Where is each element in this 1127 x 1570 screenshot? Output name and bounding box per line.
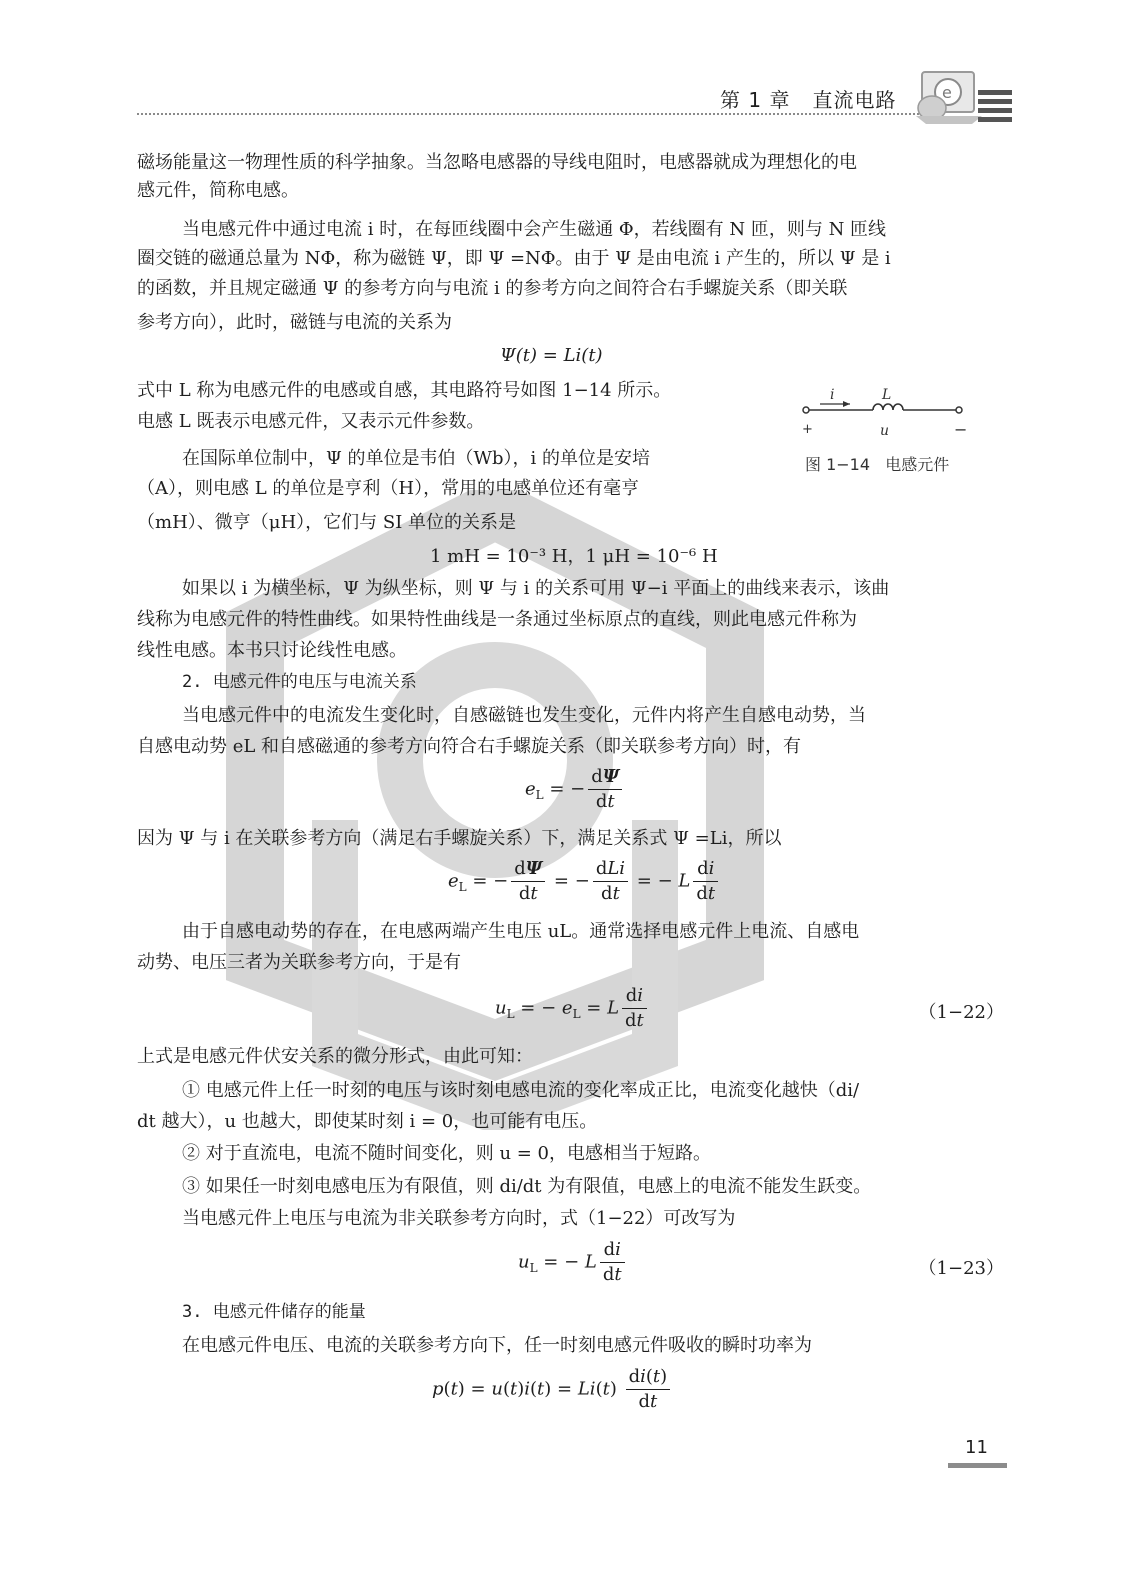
paragraph-line: （A），则电感 L 的单位是亨利（H），常用的电感单位还有毫亨	[137, 478, 640, 499]
paragraph-line: 因为 Ψ 与 i 在关联参考方向（满足右手螺旋关系）下，满足关系式 Ψ =Li，所以	[137, 828, 782, 849]
equation-psi: Ψ(t) = Li(t)	[500, 345, 603, 366]
laptop-disc-icon	[912, 66, 1012, 136]
paragraph-line: 磁场能量这一物理性质的科学抽象。当忽略电感器的导线电阻时，电感器就成为理想化的电	[137, 152, 857, 173]
svg-text:e: e	[942, 83, 952, 102]
section-heading: 3. 电感元件储存的能量	[182, 1302, 366, 1322]
paragraph-line: 感元件，简称电感。	[137, 180, 299, 201]
figure-caption: 图 1−14 电感元件	[805, 455, 950, 474]
paragraph-line: 自感电动势 eL 和自感磁通的参考方向符合右手螺旋关系（即关联参考方向）时，有	[137, 736, 802, 757]
voltage-label: u	[880, 423, 890, 439]
paragraph-line: 在国际单位制中，Ψ 的单位是韦伯（Wb），i 的单位是安培	[182, 448, 651, 469]
paragraph-line: 线称为电感元件的特性曲线。如果特性曲线是一条通过坐标原点的直线，则此电感元件称为	[137, 609, 857, 630]
list-item: ② 对于直流电，电流不随时间变化，则 u = 0，电感相当于短路。	[182, 1143, 712, 1164]
equation-1-22: $u_L$ = − $e_L = L$ $\frac{di}{dt}$	[495, 984, 650, 1033]
equation-emf-expanded: $e_L$ = − $\frac{d\Psi}{dt}$ = − $\frac{\text{dLi}}{dt}$ = − L $\frac{di}{dt}$	[448, 857, 721, 906]
paragraph-line: 参考方向），此时，磁链与电流的关系为	[137, 312, 452, 333]
list-item: ① 电感元件上任一时刻的电压与该时刻电感电流的变化率成正比，电流变化越快（di/	[182, 1080, 860, 1101]
paragraph-line: 当电感元件中的电流发生变化时，自感磁链也发生变化，元件内将产生自感电动势，当	[182, 705, 866, 726]
page-number-bar	[948, 1463, 1007, 1468]
chapter-header: 第 1 章 直流电路	[720, 88, 897, 112]
current-label: i	[830, 387, 835, 403]
section-heading: 2. 电感元件的电压与电流关系	[182, 672, 417, 692]
list-item: ③ 如果任一时刻电感电压为有限值，则 di/dt 为有限值，电感上的电流不能发生跃变。	[182, 1176, 872, 1197]
paragraph-line: 当电感元件上电压与电流为非关联参考方向时，式（1−22）可改写为	[182, 1208, 736, 1229]
equation-power: p(t) = u(t)i(t) = Li(t) $\frac{di(t)}{dt}$	[432, 1365, 673, 1414]
paragraph-line: 上式是电感元件伏安关系的微分形式，由此可知：	[137, 1046, 533, 1067]
paragraph-line: 在电感元件电压、电流的关联参考方向下，任一时刻电感元件吸收的瞬时功率为	[182, 1335, 812, 1356]
paragraph-line: 由于自感电动势的存在，在电感两端产生电压 uL。通常选择电感元件上电流、自感电	[182, 921, 860, 942]
header-dotted-rule	[137, 113, 927, 115]
paragraph-line: 的函数，并且规定磁通 Ψ 的参考方向与电流 i 的参考方向之间符合右手螺旋关系（即关联	[137, 278, 848, 299]
inductance-label: L	[882, 387, 892, 403]
paragraph-line: 当电感元件中通过电流 i 时，在每匝线圈中会产生磁通 Φ，若线圈有 N 匝，则与 N 匝线	[182, 219, 887, 240]
equation-units: 1 mH = 10⁻³ H，1 μH = 10⁻⁶ H	[430, 546, 718, 567]
list-item: dt 越大），u 也越大，即使某时刻 i = 0，也可能有电压。	[137, 1111, 598, 1132]
paragraph-line: 动势、电压三者为关联参考方向，于是有	[137, 952, 461, 973]
paragraph-line: 线性电感。本书只讨论线性电感。	[137, 640, 407, 661]
paragraph-line: 如果以 i 为横坐标，Ψ 为纵坐标，则 Ψ 与 i 的关系可用 Ψ−i 平面上的曲线来表示，该曲	[182, 578, 890, 599]
equation-1-23: $u_L$ = − L $\frac{di}{dt}$	[518, 1238, 628, 1287]
equation-emf: $e_L$ = − $\frac{d\Psi}{dt}$	[525, 765, 625, 814]
page-number: 11	[965, 1437, 988, 1458]
minus-sign: −	[954, 420, 968, 439]
paragraph-line: 式中 L 称为电感元件的电感或自感，其电路符号如图 1−14 所示。	[137, 380, 672, 401]
plus-sign: +	[802, 422, 813, 437]
paragraph-line: 圈交链的磁通总量为 NΦ，称为磁链 Ψ，即 Ψ =NΦ。由于 Ψ 是由电流 i 产生的，所以 Ψ 是 i	[137, 248, 891, 269]
paragraph-line: 电感 L 既表示电感元件，又表示元件参数。	[137, 411, 485, 432]
paragraph-line: （mH）、微亨（μH），它们与 SI 单位的关系是	[137, 512, 517, 533]
equation-number: （1−22）	[918, 1002, 1004, 1023]
equation-number: （1−23）	[918, 1258, 1004, 1279]
